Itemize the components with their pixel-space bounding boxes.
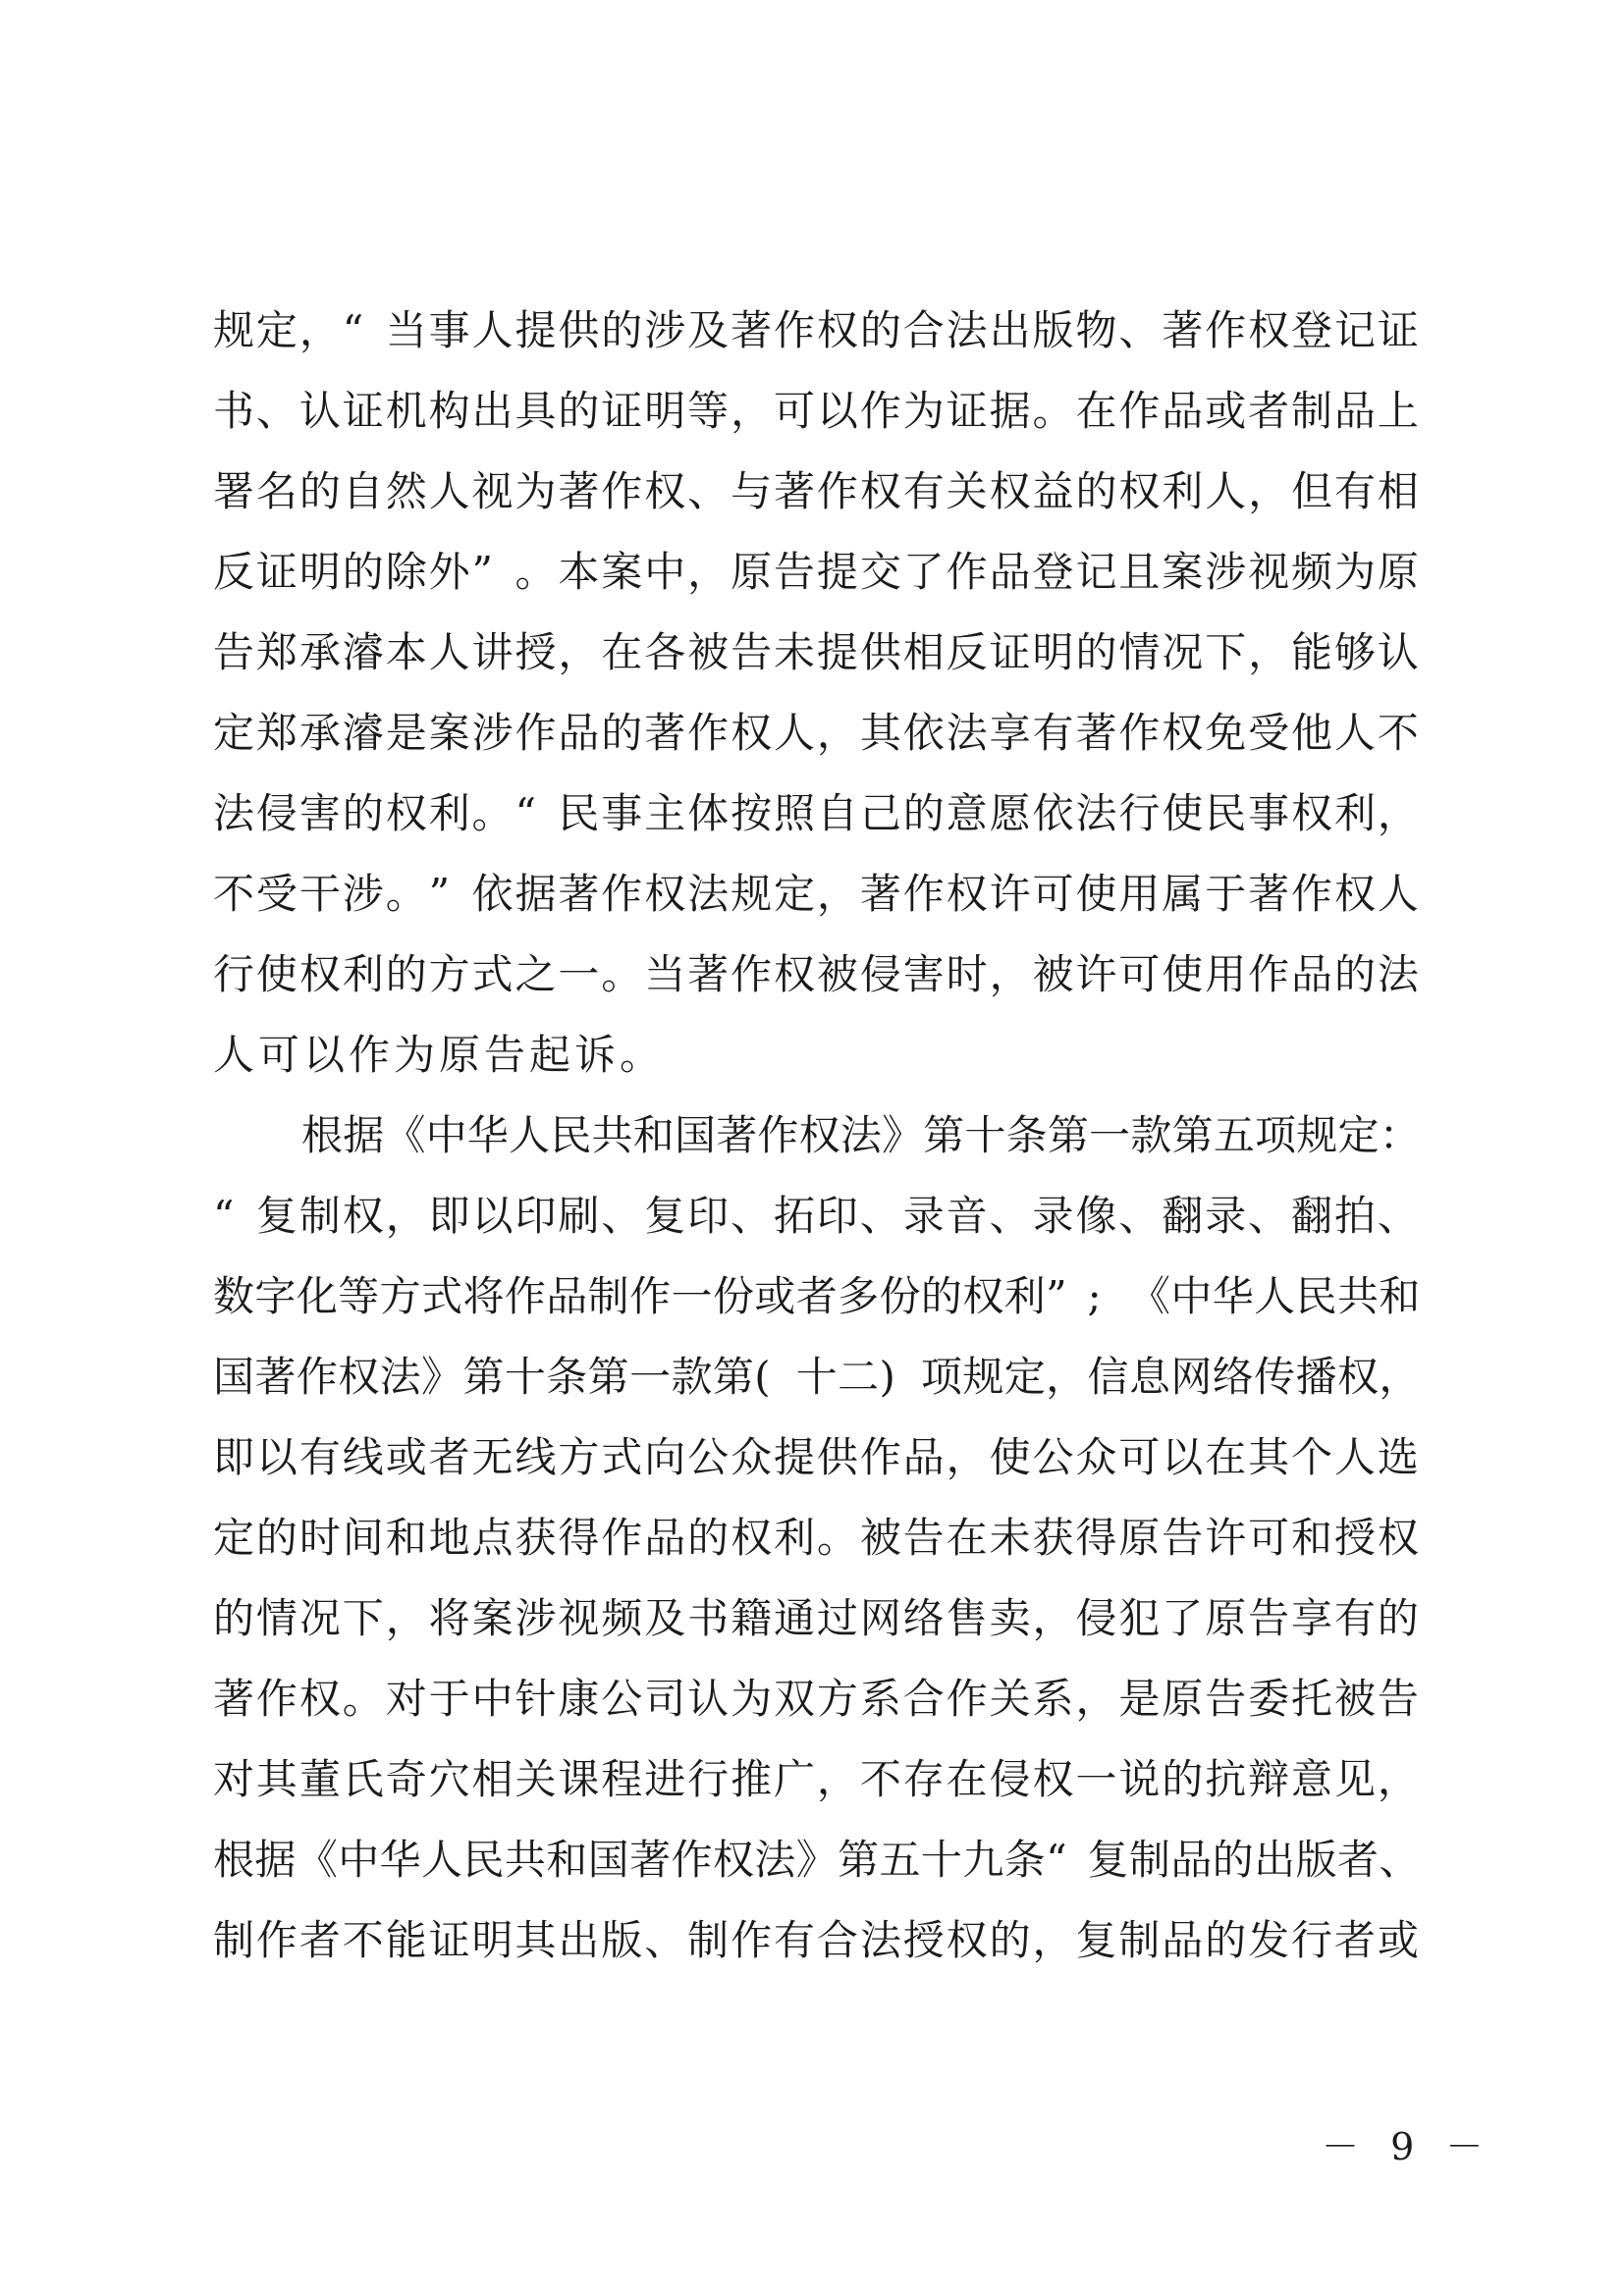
text-line: 人可以作为原告起诉。 [213,1031,666,1079]
text-line: 根据《中华人民共和国著作权法》第五十九条“ 复制品的出版者、 [213,1836,1421,1884]
text-line: 著作权。对于中针康公司认为双方系合作关系，是原告委托被告 [213,1675,1419,1723]
text-line: 的情况下，将案涉视频及书籍通过网络售卖，侵犯了原告享有的 [213,1594,1419,1642]
paragraph-1 [213,291,1421,1095]
text-line: 告郑承濬本人讲授，在各被告未提供相反证明的情况下，能够认 [213,628,1419,676]
text-line: 数字化等方式将作品制作一份或者多份的权利” ; 《中华人民共和 [213,1272,1421,1320]
text-line: 署名的自然人视为著作权、与著作权有关权益的权利人，但有相 [213,467,1419,515]
paragraph-2 [213,1095,1421,1981]
text-line: 对其董氏奇穴相关课程进行推广，不存在侵权一说的抗辩意见， [213,1755,1419,1803]
text-line: 即以有线或者无线方式向公众提供作品，使公众可以在其个人选 [213,1433,1419,1481]
page-number: － 9 － [1322,2125,1493,2168]
text-line: 法侵害的权利。“ 民事主体按照自己的意愿依法行使民事权利， [213,789,1419,837]
text-line: 书、认证机构出具的证明等，可以作为证据。在作品或者制品上 [213,387,1419,435]
text-line: 规定，“ 当事人提供的涉及著作权的合法出版物、著作权登记证 [213,306,1419,354]
text-line: 反证明的除外” 。本案中，原告提交了作品登记且案涉视频为原 [213,548,1419,596]
text-line: “ 复制权，即以印刷、复印、拓印、录音、录像、翻录、翻拍、 [213,1192,1419,1240]
text-line: 根据《中华人民共和国著作权法》第十条第一款第五项规定： [301,1111,1421,1159]
text-line: 国著作权法》第十条第一款第( 十二) 项规定，信息网络传播权， [213,1353,1421,1401]
text-line: 定郑承濬是案涉作品的著作权人，其依法享有著作权免受他人不 [213,709,1419,757]
text-line: 不受干涉。” 依据著作权法规定，著作权许可使用属于著作权人 [213,870,1419,918]
text-line: 制作者不能证明其出版、制作有合法授权的，复制品的发行者或 [213,1916,1419,1964]
text-line: 定的时间和地点获得作品的权利。被告在未获得原告许可和授权 [213,1514,1419,1562]
body-text [213,291,1421,1981]
text-line: 行使权利的方式之一。当著作权被侵害时，被许可使用作品的法 [213,950,1419,998]
